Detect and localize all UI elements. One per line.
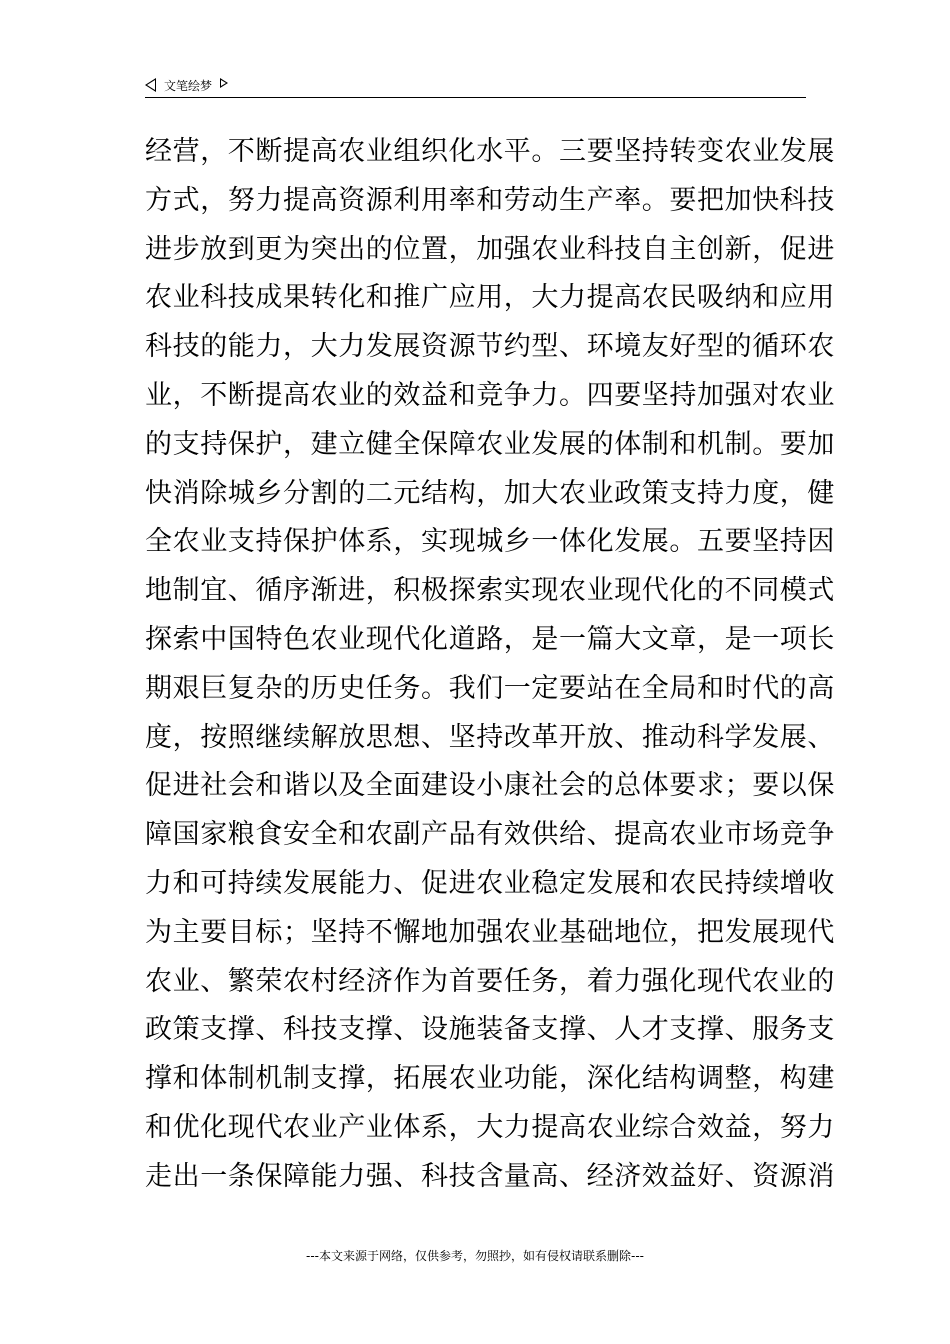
text-line: 政策支撑、科技支撑、设施装备支撑、人才支撑、服务支 [145,1014,835,1046]
header-divider [145,97,806,98]
text-line: 的支持保护，建立健全保障农业发展的体制和机制。要加 [145,428,835,460]
text-line: 走出一条保障能力强、科技含量高、经济效益好、资源消 [145,1160,835,1192]
text-line: 撑和体制机制支撑，拓展农业功能，深化结构调整，构建 [145,1063,835,1095]
body-text [145,128,835,1202]
text-line: 促进社会和谐以及全面建设小康社会的总体要求；要以保 [145,770,835,802]
text-line: 快消除城乡分割的二元结构，加大农业政策支持力度，健 [145,477,835,509]
text-line: 地制宜、循序渐进，积极探索实现农业现代化的不同模式 [145,575,835,607]
triangle-left-icon [145,78,156,92]
text-line: 农业科技成果转化和推广应用，大力提高农民吸纳和应用 [145,282,835,314]
page-header [145,74,806,96]
text-line: 度，按照继续解放思想、坚持改革开放、推动科学发展、 [145,721,835,753]
triangle-right-icon [220,78,228,88]
text-line: 力和可持续发展能力、促进农业稳定发展和农民持续增收 [145,867,835,899]
header-title: 文笔绘梦 [164,78,213,93]
text-line: 进步放到更为突出的位置，加强农业科技自主创新，促进 [145,233,835,265]
text-line: 障国家粮食安全和农副产品有效供给、提高农业市场竞争 [145,819,835,851]
text-line: 业，不断提高农业的效益和竞争力。四要坚持加强对农业 [145,379,835,411]
text-line: 农业、繁荣农村经济作为首要任务，着力强化现代农业的 [145,965,835,997]
text-line: 探索中国特色农业现代化道路，是一篇大文章，是一项长 [145,623,835,655]
text-line: 经营，不断提高农业组织化水平。三要坚持转变农业发展 [145,136,835,167]
text-line: 为主要目标；坚持不懈地加强农业基础地位，把发展现代 [145,916,835,948]
text-line: 方式，努力提高资源利用率和劳动生产率。要把加快科技 [145,184,835,216]
page-footer: ---本文来源于网络，仅供参考，勿照抄，如有侵权请联系删除--- [306,1249,644,1263]
text-line: 全农业支持保护体系，实现城乡一体化发展。五要坚持因 [145,526,835,558]
text-line: 期艰巨复杂的历史任务。我们一定要站在全局和时代的高 [145,672,835,704]
text-line: 科技的能力，大力发展资源节约型、环境友好型的循环农 [145,331,835,363]
text-line: 和优化现代农业产业体系，大力提高农业综合效益，努力 [145,1111,835,1143]
